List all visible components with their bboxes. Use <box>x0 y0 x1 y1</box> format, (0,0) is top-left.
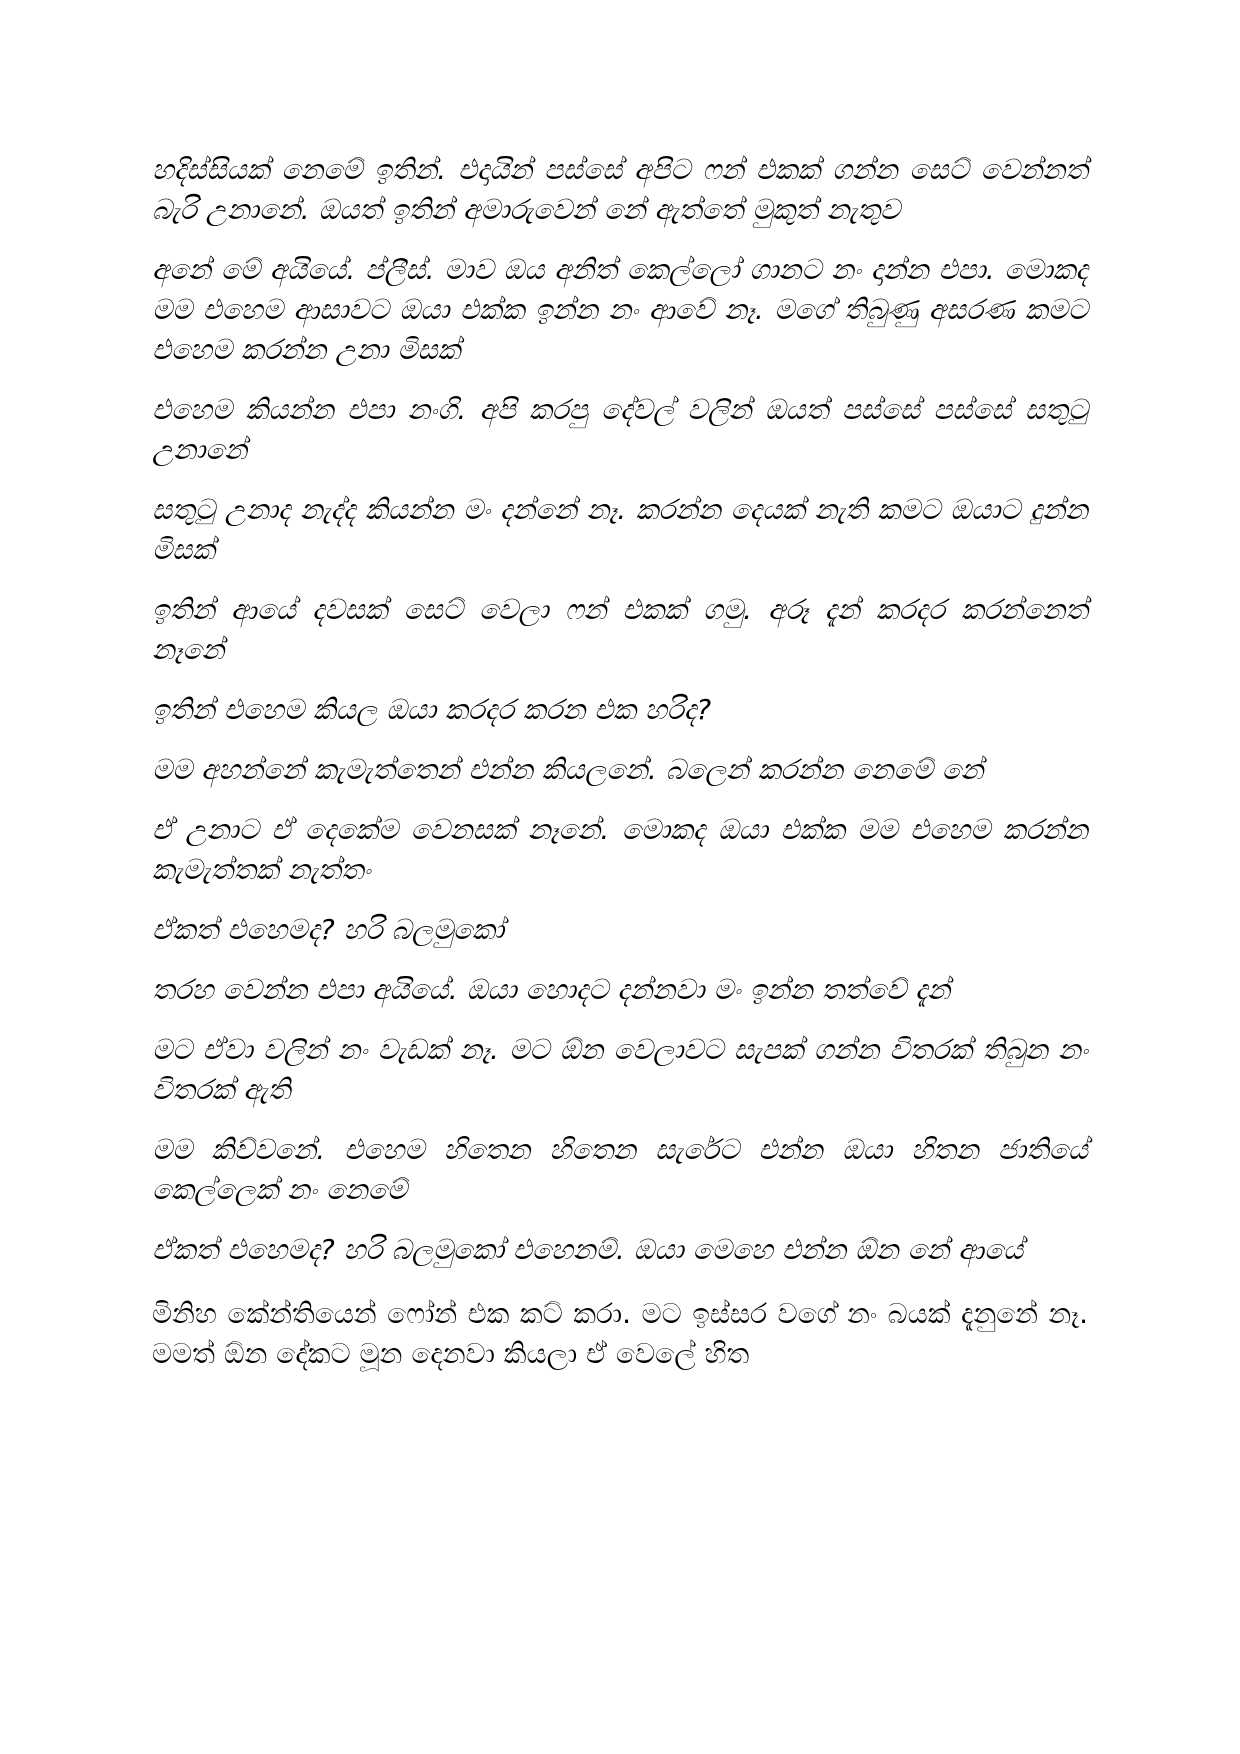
paragraph: තරහ වෙන්න එපා අයියේ. ඔයා හොදට දන්නවා මං ඉන්න තත්වේ දැන් <box>152 973 951 1006</box>
paragraph: මම අහන්නේ කැමැත්තෙන් එන්න කියලනේ. බලෙන් කරන්න නෙමේ නේ <box>152 753 984 786</box>
paragraph: සතුටු උනාද නැද්ද කියන්න මං දන්නේ නෑ. කරන්න දෙයක් නැති කමට ඔයාට දුන්න මිසක් <box>152 493 1088 566</box>
paragraph: ඉතින් ආයේ දවසක් සෙට් වෙලා ෆන් එකක් ගමු. අරූ දැන් කරදර කරන්නෙත් නෑනේ <box>152 593 1088 666</box>
paragraph: මම කිව්වනේ. එහෙම හිතෙන හිතෙන සැරේට එන්න ඔයා හිතන ජාතියේ කෙල්ලෙක් නං නෙමේ <box>152 1133 1088 1206</box>
paragraph: අනේ මේ අයියේ. ප්ලීස්. මාව ඔය අනිත් කෙල්ලෝ ගානට නං දාන්න එපා. මොකද මම එහෙම ආසාවට ඔයා එක්ක ඉන්න නං ආවේ නෑ. මගේ තිබුණු අසරණ කමට එහෙම කරන්න උනා මිසක් <box>152 253 1088 366</box>
paragraph: එහෙම කියන්න එපා නංගි. අපි කරපු දේවල් වලින් ඔයත් පස්සේ පස්සේ සතුටු උනානේ <box>152 393 1088 466</box>
paragraph: හදිස්සියක් නෙමේ ඉතින්. එදායින් පස්සේ අපිට ෆන් එකක් ගන්න සෙට් වෙන්නත් බැරි උනානේ. ඔයත් ඉතින් අමාරුවෙන් නේ ඇත්තේ මුකුත් නැතුව <box>152 153 1088 226</box>
paragraph: ඉතින් එහෙම කියල ඔයා කරදර කරන එක හරිද? <box>152 693 712 726</box>
paragraph: ඒ උනාට ඒ දෙකේම වෙනසක් නෑනේ. මොකද ඔයා එක්ක මම එහෙම කරන්න කැමැත්තක් නැත්තං <box>152 813 1088 886</box>
paragraph: ඒකත් එහෙමද? හරි බලමුකෝ <box>152 913 505 946</box>
story-text <box>152 150 1088 1394</box>
paragraph: මිනිහ කේන්තියෙන් ෆෝන් එක කට් කරා. මට ඉස්සර වගේ නං බයක් දැනුනේ නෑ. මමත් ඕන දේකට මූන දෙනවා කියලා ඒ වෙලේ හිත <box>152 1297 1088 1370</box>
paragraph: ඒකත් එහෙමද? හරි බලමුකෝ එහෙනම්. ඔයා මෙහෙ එන්න ඕන නේ ආයේ <box>152 1233 1024 1266</box>
paragraph: මට ඒවා වලින් නං වැඩක් නෑ. මට ඕන වෙලාවට සැපක් ගන්න විතරක් තිබුන නං විතරක් ඇති <box>152 1033 1088 1106</box>
